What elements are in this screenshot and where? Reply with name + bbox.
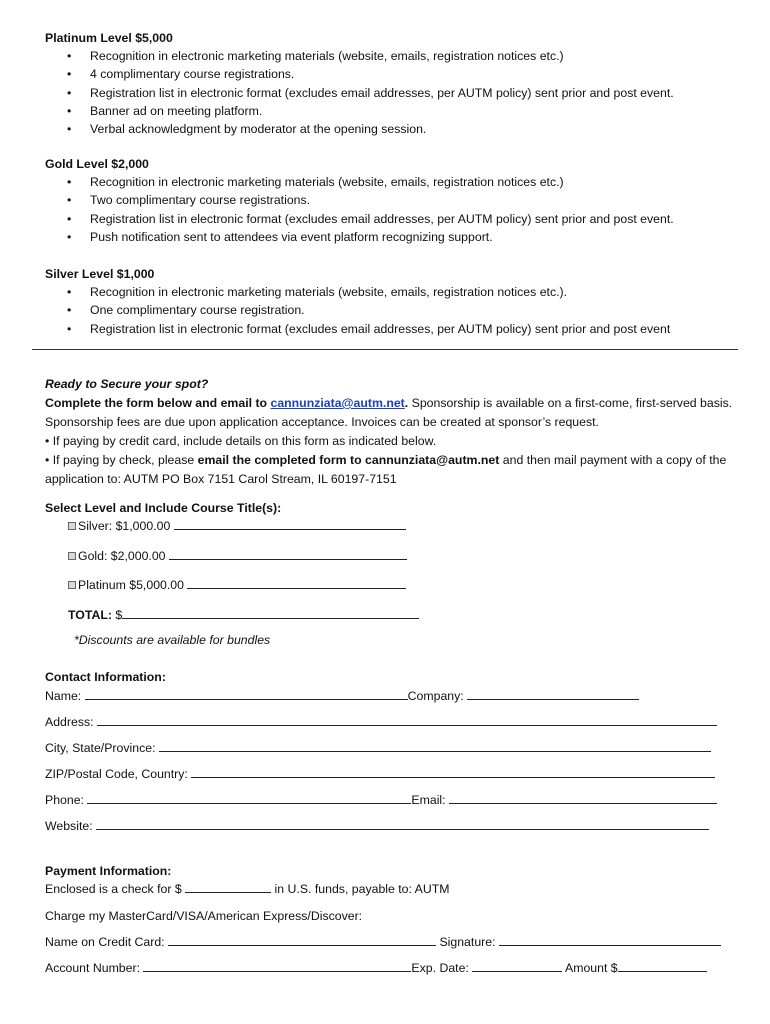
card-name-label: Name on Credit Card: xyxy=(45,935,169,949)
check-amount-field[interactable] xyxy=(185,880,271,893)
platinum-label: Platinum $5,000.00 xyxy=(78,578,188,592)
exp-date-field[interactable] xyxy=(472,959,562,972)
website-row xyxy=(45,817,709,835)
select-level-heading: Select Level and Include Course Title(s): xyxy=(45,501,282,515)
gold-course-title-field[interactable] xyxy=(169,547,407,560)
phone-field[interactable] xyxy=(87,791,411,804)
name-label: Name: xyxy=(45,689,85,703)
account-number-field[interactable] xyxy=(143,959,411,972)
platinum-checkbox[interactable] xyxy=(68,581,76,589)
tier-section xyxy=(45,155,674,246)
contact-email-link[interactable]: cannunziata@autm.net xyxy=(270,396,405,410)
zip-field[interactable] xyxy=(191,765,715,778)
company-label: Company: xyxy=(407,689,468,703)
tier-benefits-list xyxy=(45,283,670,338)
charge-row: Charge my MasterCard/VISA/American Express/Discover: xyxy=(45,909,363,923)
benefit-item: • Recognition in electronic marketing materials (website, emails, registration notices etc.). xyxy=(45,283,670,301)
phone-email-row xyxy=(45,791,717,809)
signature-field[interactable] xyxy=(499,933,721,946)
tier-title: Gold Level $2,000 xyxy=(45,157,149,171)
benefit-item: • Recognition in electronic marketing materials (website, emails, registration notices etc.) xyxy=(45,173,674,191)
exp-label: Exp. Date: xyxy=(411,961,473,975)
check-prefix: Enclosed is a check for $ xyxy=(45,882,186,896)
cta-block xyxy=(45,375,735,489)
tier-benefits-list xyxy=(45,47,674,138)
tier-title: Platinum Level $5,000 xyxy=(45,31,173,45)
availability-text: Sponsorship is available on a first-come, first-served basis. Sponsorship fees are due upon application acceptance. Invoices can be created at sponsor’s request. xyxy=(45,396,733,429)
gold-checkbox[interactable] xyxy=(68,552,76,560)
company-field[interactable] xyxy=(467,687,639,700)
city-field[interactable] xyxy=(159,739,711,752)
account-label: Account Number: xyxy=(45,961,144,975)
account-row xyxy=(45,959,707,977)
silver-course-title-field[interactable] xyxy=(174,517,406,530)
benefit-item: • 4 complimentary course registrations. xyxy=(45,65,674,83)
benefit-item: • Two complimentary course registrations. xyxy=(45,191,674,209)
signature-label: Signature: xyxy=(436,935,499,949)
tier-title: Silver Level $1,000 xyxy=(45,267,155,281)
contact-heading: Contact Information: xyxy=(45,670,166,684)
name-company-row xyxy=(45,687,639,705)
total-field[interactable] xyxy=(122,606,419,619)
gold-label: Gold: $2,000.00 xyxy=(78,549,169,563)
benefit-item: • One complimentary course registration. xyxy=(45,301,670,319)
level-option-gold[interactable] xyxy=(68,547,407,565)
check-note xyxy=(45,451,735,489)
cta-heading: Ready to Secure your spot? xyxy=(45,377,209,391)
benefit-item: • Registration list in electronic format (excludes email addresses, per AUTM policy) sent prior and post event xyxy=(45,320,670,338)
card-name-field[interactable] xyxy=(168,933,436,946)
credit-card-note: • If paying by credit card, include details on this form as indicated below. xyxy=(45,434,437,448)
benefit-item: • Push notification sent to attendees via event platform recognizing support. xyxy=(45,228,674,246)
platinum-course-title-field[interactable] xyxy=(187,576,406,589)
total-label: TOTAL: xyxy=(68,608,112,622)
silver-label: Silver: $1,000.00 xyxy=(78,519,174,533)
check-note-prefix: • If paying by check, please xyxy=(45,453,198,467)
tier-section xyxy=(45,265,670,338)
card-name-row xyxy=(45,933,721,951)
silver-checkbox[interactable] xyxy=(68,522,76,530)
benefit-item: • Banner ad on meeting platform. xyxy=(45,102,674,120)
email-field[interactable] xyxy=(449,791,717,804)
email-label: Email: xyxy=(411,793,449,807)
check-suffix: in U.S. funds, payable to: AUTM xyxy=(271,882,450,896)
total-row xyxy=(68,606,419,624)
check-row xyxy=(45,880,450,898)
city-row xyxy=(45,739,711,757)
amount-label: Amount $ xyxy=(562,961,618,975)
level-option-platinum[interactable] xyxy=(68,576,406,594)
check-note-suffix: and then mail payment with a copy of the application to: AUTM PO Box 7151 Carol Stream, IL 60197-7151 xyxy=(45,453,727,486)
address-label: Address: xyxy=(45,715,97,729)
zip-label: ZIP/Postal Code, Country: xyxy=(45,767,192,781)
level-option-silver[interactable] xyxy=(68,517,406,535)
benefit-item: • Verbal acknowledgment by moderator at the opening session. xyxy=(45,120,674,138)
website-field[interactable] xyxy=(96,817,709,830)
benefit-item: • Registration list in electronic format (excludes email addresses, per AUTM policy) sent prior and post event. xyxy=(45,84,674,102)
address-field[interactable] xyxy=(97,713,717,726)
zip-row xyxy=(45,765,715,783)
tier-benefits-list xyxy=(45,173,674,246)
city-label: City, State/Province: xyxy=(45,741,159,755)
instruction-prefix: Complete the form below and email to xyxy=(45,396,271,410)
address-row xyxy=(45,713,717,731)
instruction-suffix: . xyxy=(404,396,409,410)
section-divider xyxy=(32,349,738,350)
name-field[interactable] xyxy=(85,687,408,700)
benefit-item: • Registration list in electronic format (excludes email addresses, per AUTM policy) sent prior and post event. xyxy=(45,210,674,228)
payment-heading: Payment Information: xyxy=(45,864,172,878)
phone-label: Phone: xyxy=(45,793,88,807)
website-label: Website: xyxy=(45,819,97,833)
check-note-bold: email the completed form to cannunziata@autm.net xyxy=(197,453,500,467)
tier-section xyxy=(45,29,674,138)
discount-note: *Discounts are available for bundles xyxy=(74,633,271,647)
benefit-item: • Recognition in electronic marketing materials (website, emails, registration notices etc.) xyxy=(45,47,674,65)
total-prefix: $ xyxy=(111,608,123,622)
cta-instructions xyxy=(45,394,735,432)
amount-field[interactable] xyxy=(618,959,707,972)
